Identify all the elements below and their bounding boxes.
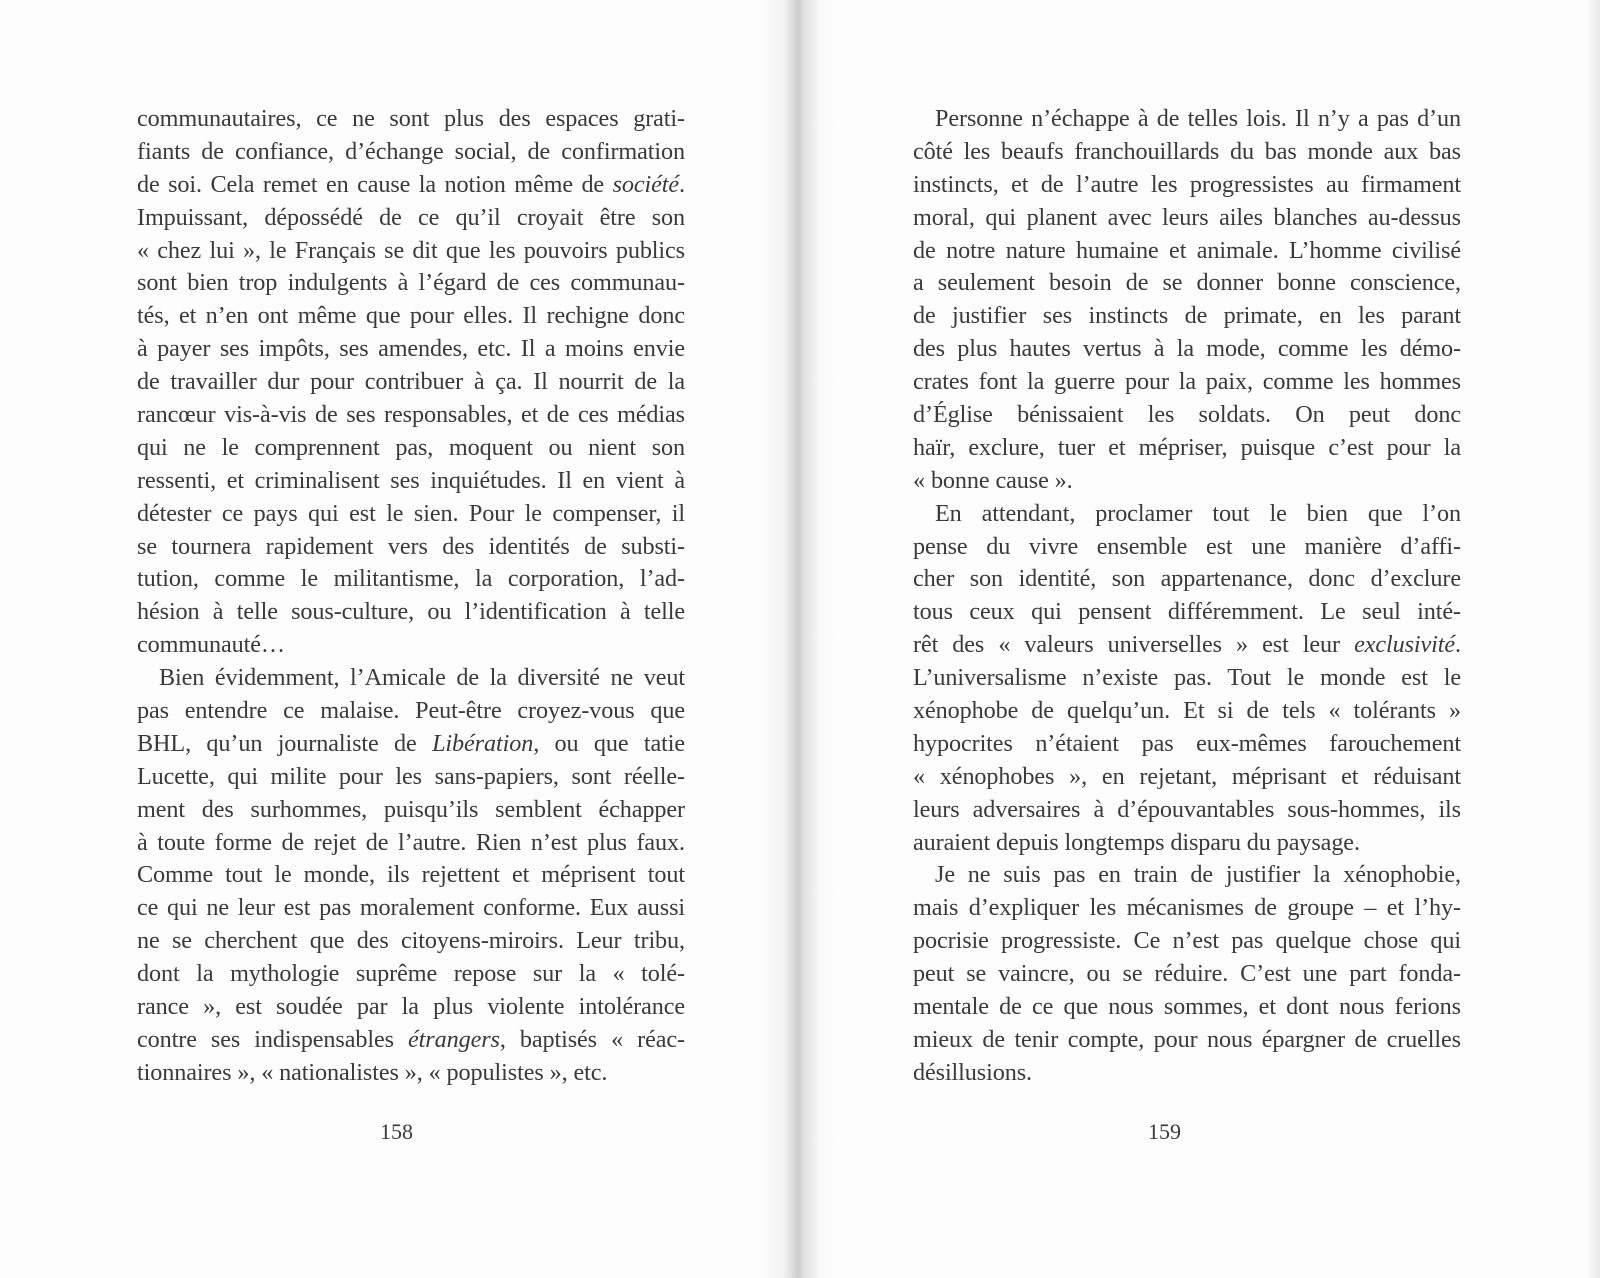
italic-emphasis: société <box>612 170 680 198</box>
italic-emphasis: étrangers <box>408 1025 500 1053</box>
text-line: de soi. Cela remet en cause la notion même de société. <box>137 170 685 198</box>
text-line: mieux de tenir compte, pour nous épargner de cruelles <box>913 1025 1461 1053</box>
text-line: Bien évidemment, l’Amicale de la diversité ne veut <box>159 664 685 692</box>
text-line: de notre nature humaine et animale. L’homme civilisé <box>913 236 1461 264</box>
right-page-text <box>913 103 1461 1090</box>
text-line: détester ce pays qui est le sien. Pour le compenser, il <box>137 499 685 527</box>
text-line: xénophobe de quelqu’un. Et si de tels « tolérants » <box>913 697 1461 725</box>
text-line: désillusions. <box>913 1058 1032 1086</box>
text-line: Impuissant, dépossédé de ce qu’il croyait être son <box>137 203 685 231</box>
text-line: hésion à telle sous-culture, ou l’identification à telle <box>137 598 685 626</box>
text-line: Comme tout le monde, ils rejettent et méprisent tout <box>137 861 685 889</box>
text-line: rêt des « valeurs universelles » est leur exclusivité. <box>913 631 1461 659</box>
italic-emphasis: Libération <box>432 729 534 757</box>
text-line: moral, qui planent avec leurs ailes blanches au-dessus <box>913 203 1461 231</box>
text-line: Personne n’échappe à de telles lois. Il n’y a pas d’un <box>935 105 1461 132</box>
text-line: auraient depuis longtemps disparu du paysage. <box>913 828 1360 856</box>
text-line: ressenti, et criminalisent ses inquiétudes. Il en vient à <box>137 466 685 494</box>
text-line: a seulement besoin de se donner bonne conscience, <box>913 269 1461 297</box>
text-line: côté les beaufs franchouillards du bas monde aux bas <box>913 137 1461 165</box>
text-line: communautaires, ce ne sont plus des espaces grati- <box>137 105 685 132</box>
text-line: à toute forme de rejet de l’autre. Rien n’est plus faux. <box>137 828 685 856</box>
text-line: leurs adversaires à d’épouvantables sous-hommes, ils <box>913 795 1461 823</box>
text-line: « xénophobes », en rejetant, méprisant et réduisant <box>913 762 1461 790</box>
text-line: BHL, qu’un journaliste de Libération, ou que tatie <box>137 729 685 757</box>
text-line: Lucette, qui milite pour les sans-papiers, sont réelle- <box>137 762 685 790</box>
text-line: de justifier ses instincts de primate, en les parant <box>913 302 1461 330</box>
text-line: « bonne cause ». <box>913 466 1073 494</box>
text-line: peut se vaincre, ou se réduire. C’est une part fonda- <box>913 960 1461 988</box>
text-line: « chez lui », le Français se dit que les pouvoirs publics <box>137 236 685 264</box>
text-line: mais d’expliquer les mécanismes de groupe – et l’hy- <box>913 894 1461 922</box>
text-line: se tournera rapidement vers des identités de substi- <box>137 532 685 560</box>
text-line: ce qui ne leur est pas moralement conforme. Eux aussi <box>137 894 685 922</box>
text-line: contre ses indispensables étrangers, baptisés « réac- <box>137 1025 685 1053</box>
text-line: cher son identité, son appartenance, donc d’exclure <box>913 565 1461 593</box>
text-line: ment des surhommes, puisqu’ils semblent échapper <box>137 795 685 823</box>
text-line: qui ne le comprennent pas, moquent ou nient son <box>137 433 685 461</box>
text-line: tionnaires », « nationalistes », « populistes », etc. <box>137 1058 608 1086</box>
text-line: tution, comme le militantisme, la corporation, l’ad- <box>137 565 685 593</box>
text-line: tés, et n’en ont même que pour elles. Il rechigne donc <box>137 302 685 330</box>
text-line: L’universalisme n’existe pas. Tout le monde est le <box>913 664 1461 692</box>
text-line: Je ne suis pas en train de justifier la xénophobie, <box>935 861 1461 889</box>
text-line: fiants de confiance, d’échange social, de confirmation <box>137 137 685 165</box>
text-line: haïr, exclure, tuer et mépriser, puisque c’est pour la <box>913 433 1461 461</box>
text-line: En attendant, proclamer tout le bien que l’on <box>935 499 1461 527</box>
text-line: dont la mythologie suprême repose sur la « tolé- <box>137 960 685 988</box>
text-line: hypocrites n’étaient pas eux-mêmes farouchement <box>913 729 1461 757</box>
text-line: pas entendre ce malaise. Peut-être croyez-vous que <box>137 697 685 725</box>
left-page-number: 158 <box>380 1119 413 1144</box>
text-line: pocrisie progressiste. Ce n’est pas quelque chose qui <box>913 927 1461 955</box>
text-line: d’Église bénissaient les soldats. On peut donc <box>913 401 1461 429</box>
text-line: tous ceux qui pensent différemment. Le seul inté- <box>913 598 1461 626</box>
text-line: ne se cherchent que des citoyens-miroirs. Leur tribu, <box>137 927 685 955</box>
italic-emphasis: exclusivité <box>1354 631 1456 659</box>
text-line: pense du vivre ensemble est une manière d’affi- <box>913 532 1461 560</box>
text-line: communauté… <box>137 631 286 659</box>
book-gutter-shadow <box>760 0 840 1278</box>
text-line: des plus hautes vertus à la mode, comme les démo- <box>913 335 1461 363</box>
right-page-number: 159 <box>1148 1119 1181 1144</box>
left-page-text <box>137 103 685 1090</box>
text-line: crates font la guerre pour la paix, comme les hommes <box>913 368 1461 396</box>
text-line: de travailler dur pour contribuer à ça. Il nourrit de la <box>137 368 685 396</box>
text-line: rancœur vis-à-vis de ses responsables, et de ces médias <box>137 401 685 429</box>
page-edge-shadow <box>1586 0 1600 1278</box>
text-line: instincts, et de l’autre les progressistes au firmament <box>913 170 1461 198</box>
text-line: mentale de ce que nous sommes, et dont nous ferions <box>913 993 1461 1021</box>
text-line: à payer ses impôts, ses amendes, etc. Il a moins envie <box>137 335 685 363</box>
text-line: rance », est soudée par la plus violente intolérance <box>137 993 685 1021</box>
text-line: sont bien trop indulgents à l’égard de ces communau- <box>137 269 685 297</box>
